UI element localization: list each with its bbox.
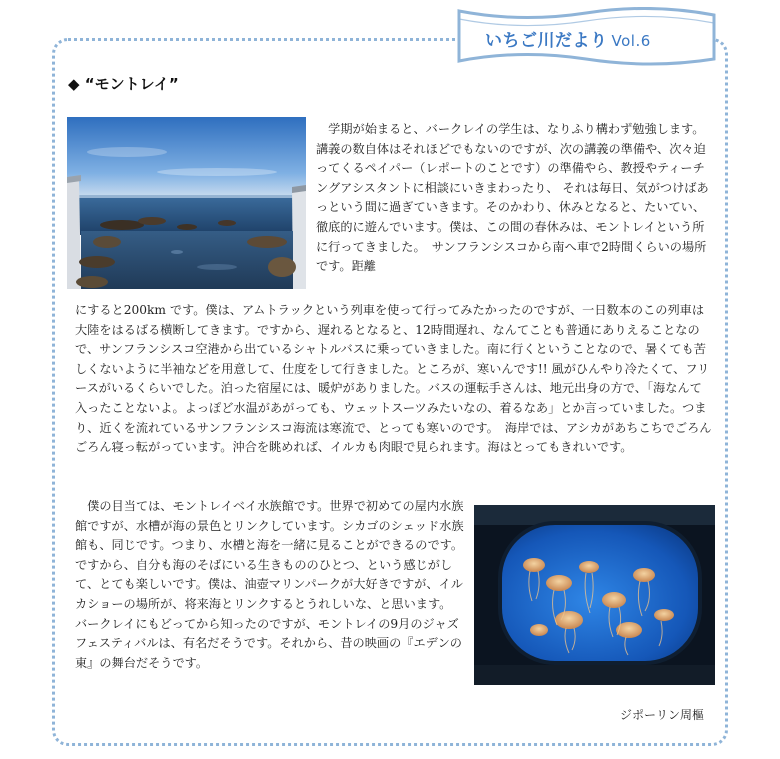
paragraph-journey: にすると200km です。僕は、アムトラックという列車を使って行ってみたかったのですが、一日数本のこの列車は大陸をはるばる横断してきます。ですから、遅れるとなると、12時間遅れ、なんてことも普通にありえることなので、サンフランシスコ空港から出ているシャトルバスに乗っていきました。南に行くということなので、暑くても苦しくないように半袖などを用意して、仕度をして行きました。ところが、寒いんです!! 風がひんやり冷たくて、フリースがいるくらいでした。泊った宿屋には、暖炉がありました。バスの運転手さんは、地元出身の方で、「海なんて入ったことないよ。よっぽど水温があがっても、ウェットスーツみたいなの、着るなあ」とか言っていました。つまり、近くを流れているサンフランシスコ海流は寒流で、とっても寒いのです。 海岸では、アシカがあちこちでごろんごろん寝っ転がっています。沖合を眺めれば、イルカも肉眼で見られます。海はとってもきれいです。 [75, 303, 712, 455]
author-signature: ジポーリン周樞 [619, 708, 704, 722]
ocean-photo [67, 117, 306, 289]
article-heading: ◆ “モントレイ” [68, 75, 179, 93]
newsletter-title [485, 26, 685, 51]
newsletter-name: いちご川だより [485, 31, 608, 51]
jellyfish-aquarium-photo [474, 505, 715, 685]
volume-label: Vol.6 [611, 32, 651, 50]
paragraph-intro: 学期が始まると、バークレイの学生は、なりふり構わず勉強します。講義の数自体はそれほどでもないのですが、次の講義の準備や、次々迫ってくるペイパー（レポートのことです）の準備やら、教授やティーチングアシスタントに相談にいきまわったり、 それは毎日、気がつけばあっという間に過ぎていきます。そのかわり、休みとなると、たいてい、徹底的に遊んでいます。僕は、この間の春休みは、モントレイという所に行ってきました。 サンフランシスコから南へ車で2時間くらいの場所です。距離 [316, 122, 709, 274]
paragraph-aquarium: 僕の目当ては、モントレイベイ水族館です。世界で初めての屋内水族館ですが、水槽が海の景色とリンクしています。シカゴのシェッド水族館も、同じです。つまり、水槽と海を一緒に見ることができるのです。ですから、自分も海のそばにいる生きもののひとつ、という感じがして、とても楽しいです。僕は、油壺マリンパークが大好きですが、イルカショーの場所が、将来海とリンクするとうれしいな、と思います。 バークレイにもどってから知ったのですが、モントレイの9月のジャズフェスティバルは、有名だそうです。それから、昔の映画の『エデンの東』の舞台だそうです。 [75, 499, 464, 670]
